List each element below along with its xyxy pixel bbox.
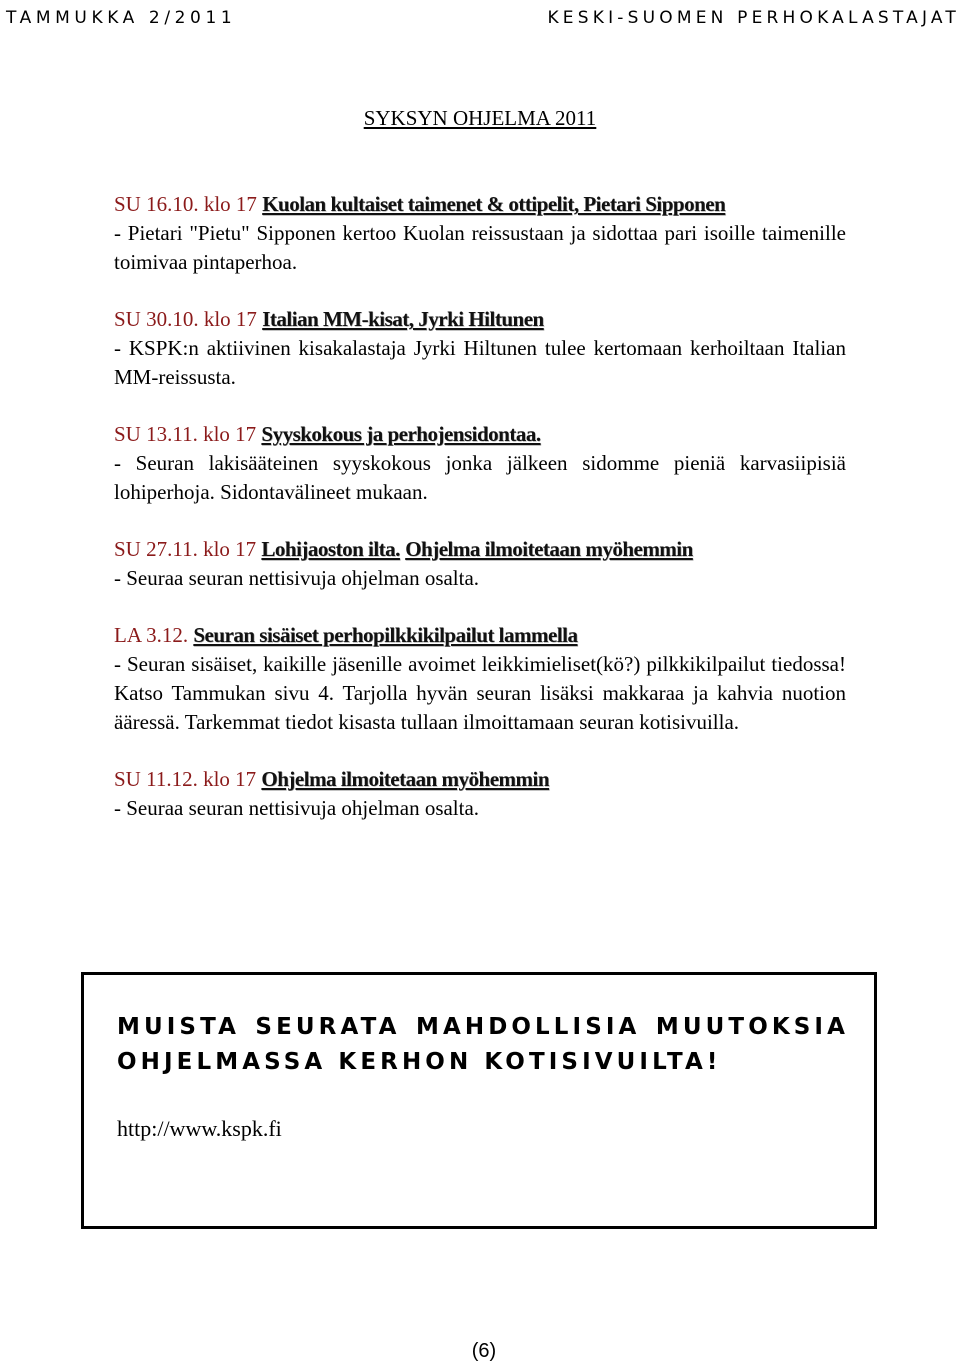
event-item: [114, 621, 846, 737]
page-header: [0, 8, 960, 32]
event-date: SU 11.12. klo 17: [114, 767, 257, 791]
event-title-extra: Ohjelma ilmoitetaan myöhemmin: [405, 537, 693, 561]
event-description: - Seuraa seuran nettisivuja ohjelman osalta.: [114, 566, 480, 590]
website-link[interactable]: http://www.kspk.fi: [117, 1116, 282, 1141]
event-heading: [114, 420, 846, 449]
event-heading: [114, 305, 846, 334]
club-name: KESKI-SUOMEN PERHOKALASTAJAT: [547, 8, 960, 28]
event-heading: [114, 190, 846, 219]
event-item: [114, 190, 846, 277]
page-title: SYKSYN OHJELMA 2011: [363, 106, 597, 130]
event-date: LA 3.12.: [114, 623, 189, 647]
event-title: Ohjelma ilmoitetaan myöhemmin: [261, 767, 550, 791]
event-description: - Pietari "Pietu" Sipponen kertoo Kuolan reissustaan ja sidottaa pari isoille taimenille toimivaa pintaperhoa.: [114, 221, 846, 274]
event-description: - KSPK:n aktiivinen kisakalastaja Jyrki Hiltunen tulee kertomaan kerhoiltaan Italian MM-reissusta.: [114, 336, 846, 389]
event-heading: [114, 535, 846, 564]
event-description: - Seuran sisäiset, kaikille jäsenille avoimet leikkimieliset(kö?) pilkkikilpailut tiedossa! Katso Tammukan sivu 4. Tarjolla hyvän seuran lisäksi makkaraa ja kahvia nuotion ääressä. Tarkemmat tiedot kisasta tullaan ilmoittamaan seuran kotisivuilla.: [114, 652, 846, 734]
notice-box: [81, 972, 877, 1229]
event-date: SU 30.10. klo 17: [114, 307, 257, 331]
page-number: (6): [471, 1340, 497, 1362]
issue-label: TAMMUKKA 2/2011: [6, 8, 237, 28]
event-item: [114, 420, 846, 507]
event-date: SU 27.11. klo 17: [114, 537, 257, 561]
event-title: Kuolan kultaiset taimenet & ottipelit, Pietari Sipponen: [262, 192, 726, 216]
event-item: [114, 305, 846, 392]
event-item: [114, 535, 846, 593]
event-date: SU 16.10. klo 17: [114, 192, 257, 216]
event-item: [114, 765, 846, 823]
event-heading: [114, 765, 846, 794]
event-date: SU 13.11. klo 17: [114, 422, 257, 446]
event-description: - Seuraa seuran nettisivuja ohjelman osalta.: [114, 796, 480, 820]
event-title: Lohijaoston ilta.: [261, 537, 400, 561]
event-list: [114, 190, 846, 851]
event-description: - Seuran lakisääteinen syyskokous jonka jälkeen sidomme pieniä karvasiipisiä lohiperhoja. Sidontavälineet mukaan.: [114, 451, 846, 504]
event-heading: [114, 621, 846, 650]
event-title: Seuran sisäiset perhopilkkikilpailut lammella: [193, 623, 578, 647]
notice-text: MUISTA SEURATA MAHDOLLISIA MUUTOKSIA OHJELMASSA KERHON KOTISIVUILTA!: [117, 1014, 849, 1075]
event-title: Syyskokous ja perhojensidontaa.: [261, 422, 541, 446]
event-title: Italian MM-kisat, Jyrki Hiltunen: [262, 307, 544, 331]
